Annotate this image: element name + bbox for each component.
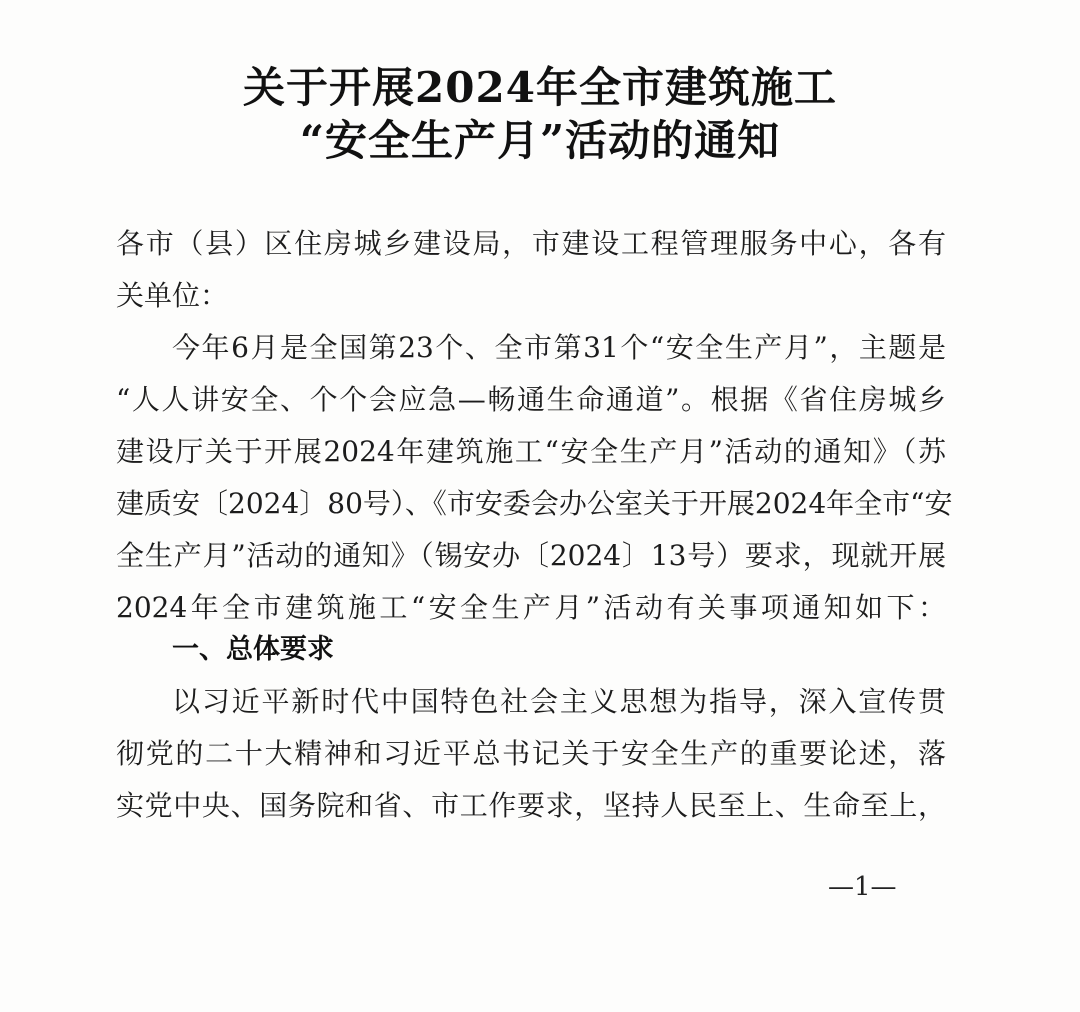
addressee-line1: 各市（县）区住房城乡建设局，市建设工程管理服务中心，各有 xyxy=(116,227,946,260)
addressee-line2: 关单位： xyxy=(116,279,229,312)
paragraph1-line3: 建设厅关于开展2024年建筑施工“安全生产月”活动的通知》（苏 xyxy=(116,435,946,468)
document-title-line2: “安全生产月”活动的通知 xyxy=(299,116,781,165)
paragraph1-line5: 全生产月”活动的通知》（锡安办〔2024〕13号）要求，现就开展 xyxy=(116,539,946,572)
page-number: —1— xyxy=(828,872,897,902)
paragraph1-line2: “人人讲安全、个个会应急—畅通生命通道”。根据《省住房城乡 xyxy=(116,383,946,416)
paragraph2-line3: 实党中央、国务院和省、市工作要求，坚持人民至上、生命至上， xyxy=(116,789,946,822)
paragraph1-line6: 2024年全市建筑施工“安全生产月”活动有关事项通知如下： xyxy=(116,591,946,624)
section1-heading: 一、总体要求 xyxy=(172,634,334,665)
document-title-line1: 关于开展2024年全市建筑施工 xyxy=(243,63,837,112)
paragraph1-line1: 今年6月是全国第23个、全市第31个“安全生产月”，主题是 xyxy=(172,331,946,364)
paragraph2-line1: 以习近平新时代中国特色社会主义思想为指导，深入宣传贯 xyxy=(172,685,946,718)
paragraph2-line2: 彻党的二十大精神和习近平总书记关于安全生产的重要论述，落 xyxy=(116,737,946,770)
paragraph1-line4: 建质安〔2024〕80号）、《市安委会办公室关于开展2024年全市“安 xyxy=(116,487,953,520)
